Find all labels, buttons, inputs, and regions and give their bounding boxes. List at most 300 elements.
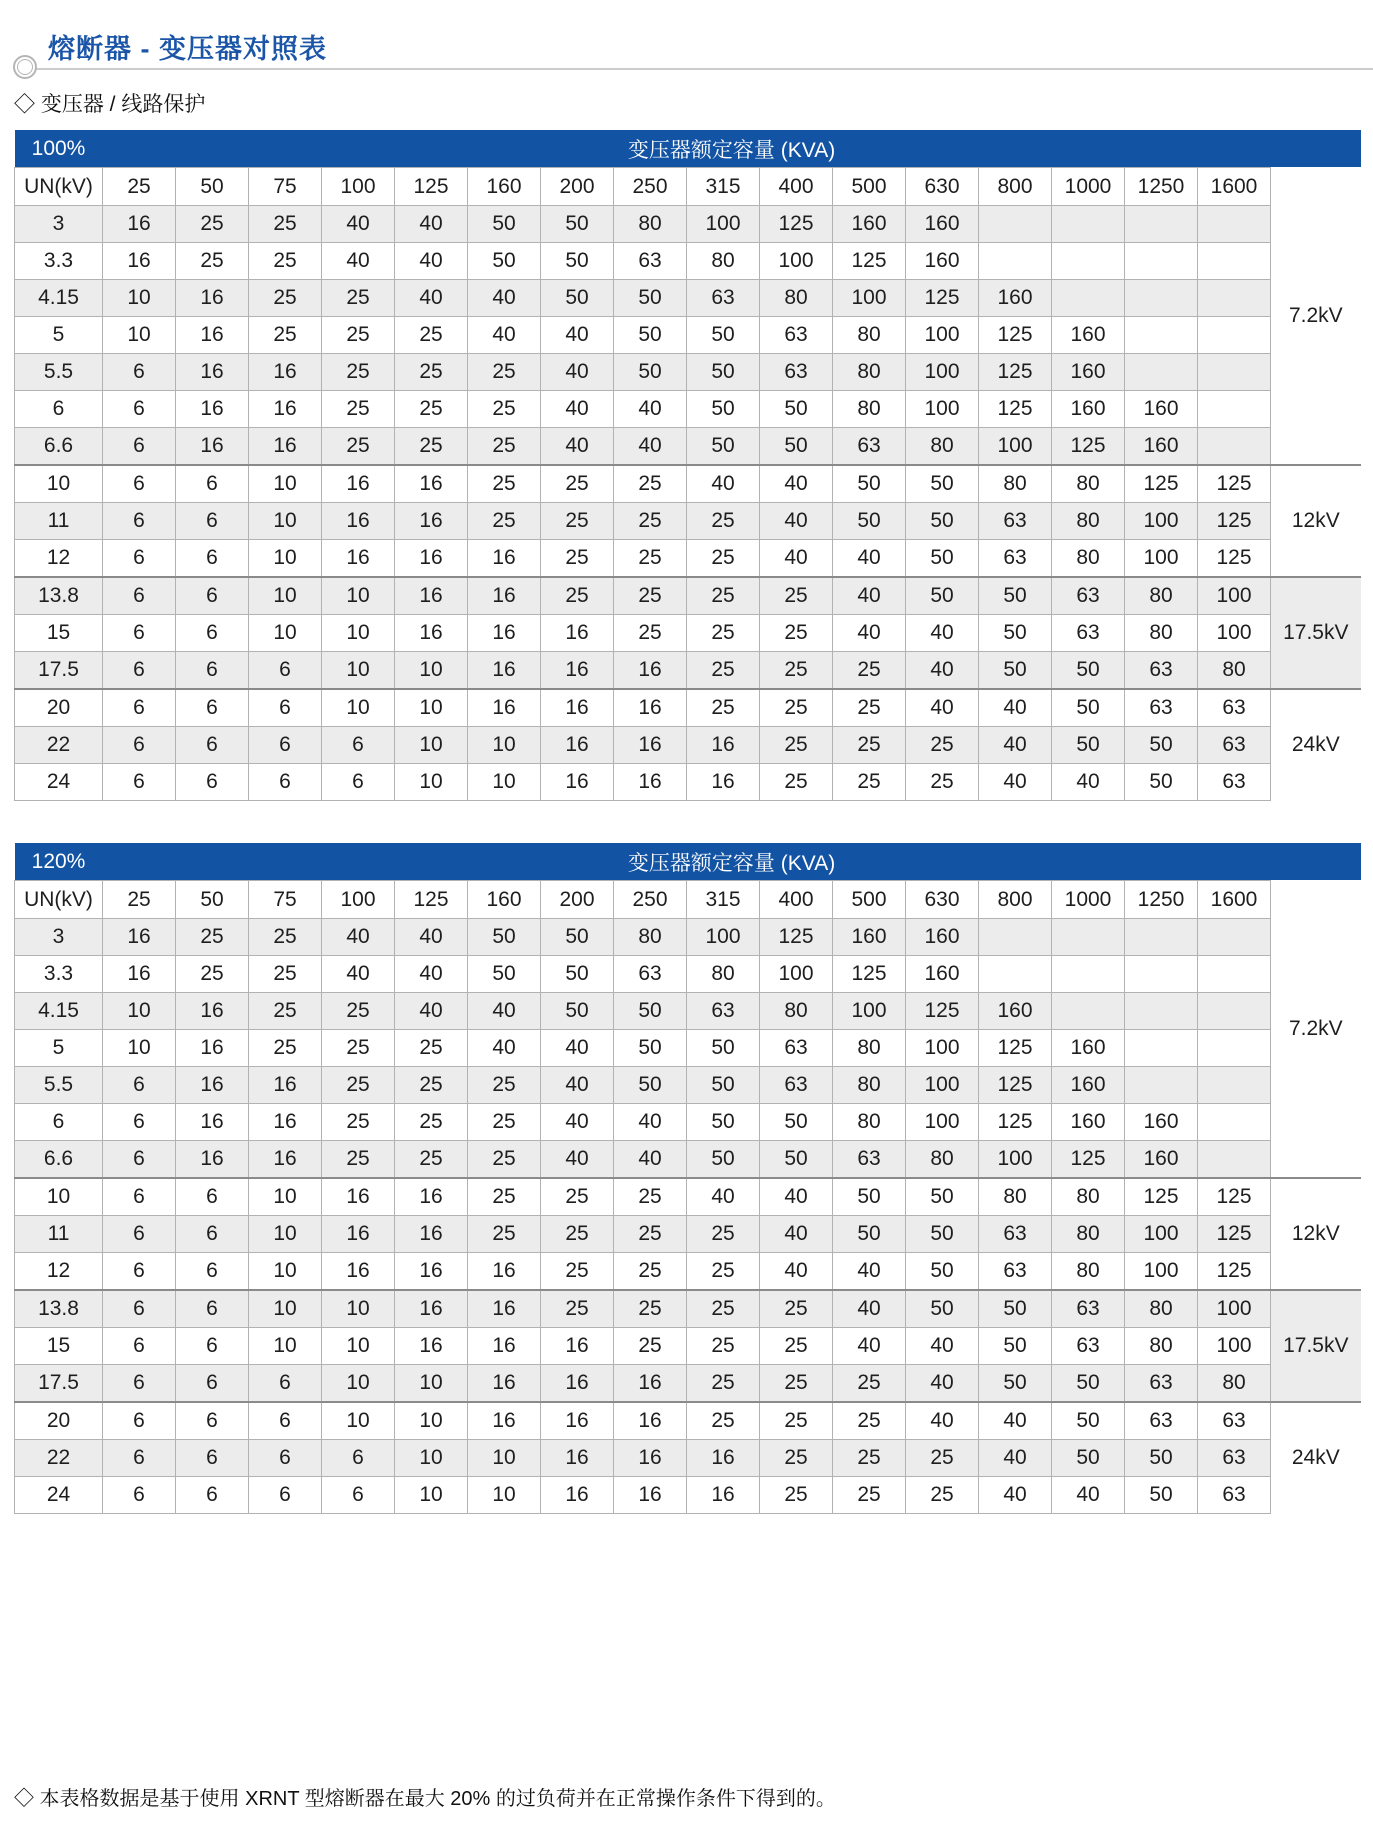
rating-cell: 80 xyxy=(1052,1178,1125,1216)
rating-cell: 25 xyxy=(614,1178,687,1216)
rating-cell: 63 xyxy=(1052,1328,1125,1365)
rating-cell: 125 xyxy=(979,354,1052,391)
rating-cell: 25 xyxy=(541,465,614,503)
table-row xyxy=(15,1216,1361,1253)
rating-cell: 16 xyxy=(249,1067,322,1104)
rating-cell: 50 xyxy=(468,243,541,280)
rating-cell: 40 xyxy=(760,1178,833,1216)
rating-cell: 6 xyxy=(176,503,249,540)
rating-cell: 6 xyxy=(176,540,249,578)
rating-cell: 50 xyxy=(614,317,687,354)
rating-cell: 80 xyxy=(833,317,906,354)
rating-cell: 80 xyxy=(833,1030,906,1067)
capacity-column-header: 630 xyxy=(906,881,979,919)
table-row xyxy=(15,206,1361,243)
rating-cell: 16 xyxy=(541,652,614,690)
rating-cell: 25 xyxy=(249,280,322,317)
rating-cell: 80 xyxy=(687,956,760,993)
rating-cell: 16 xyxy=(103,243,176,280)
un-kv-value: 5.5 xyxy=(15,354,103,391)
rating-cell: 40 xyxy=(760,1253,833,1291)
rating-cell: 50 xyxy=(760,391,833,428)
table-row xyxy=(15,428,1361,466)
un-kv-value: 20 xyxy=(15,1402,103,1440)
rating-cell: 50 xyxy=(541,956,614,993)
rating-cell: 63 xyxy=(1198,1402,1271,1440)
rating-cell: 100 xyxy=(1198,1290,1271,1328)
rating-cell: 25 xyxy=(249,1030,322,1067)
rating-cell: 160 xyxy=(906,956,979,993)
rating-cell: 63 xyxy=(1198,689,1271,727)
rating-cell: 25 xyxy=(833,1402,906,1440)
rating-cell: 25 xyxy=(468,391,541,428)
table-row xyxy=(15,652,1361,690)
capacity-column-header: 200 xyxy=(541,881,614,919)
table-row xyxy=(15,1477,1361,1514)
rating-cell: 50 xyxy=(1052,1440,1125,1477)
rating-cell: 16 xyxy=(468,1402,541,1440)
page-title: 熔断器 - 变压器对照表 xyxy=(48,34,327,64)
section-subtitle: ◇ 变压器 / 线路保护 xyxy=(14,93,206,116)
rating-cell: 16 xyxy=(176,317,249,354)
rating-cell: 6 xyxy=(103,1253,176,1291)
rating-cell: 10 xyxy=(395,689,468,727)
rating-cell: 125 xyxy=(906,280,979,317)
rating-cell: 40 xyxy=(833,577,906,615)
rating-cell: 50 xyxy=(1125,727,1198,764)
rating-cell: 25 xyxy=(906,1477,979,1514)
rating-cell: 50 xyxy=(1052,689,1125,727)
rating-cell: 50 xyxy=(541,280,614,317)
rating-cell: 63 xyxy=(1125,689,1198,727)
rating-cell: 10 xyxy=(249,503,322,540)
rating-cell: 40 xyxy=(322,206,395,243)
rating-cell: 10 xyxy=(395,1402,468,1440)
rating-cell: 25 xyxy=(395,1067,468,1104)
rating-cell: 80 xyxy=(1198,1365,1271,1403)
rating-cell: 6 xyxy=(103,465,176,503)
rating-cell: 6 xyxy=(176,1178,249,1216)
rating-cell: 63 xyxy=(1052,1290,1125,1328)
rating-cell: 25 xyxy=(833,1477,906,1514)
rating-cell: 80 xyxy=(1198,652,1271,690)
rating-cell: 40 xyxy=(906,615,979,652)
rating-cell: 40 xyxy=(833,1328,906,1365)
rating-cell: 16 xyxy=(614,1365,687,1403)
rating-cell: 6 xyxy=(103,1328,176,1365)
rating-cell: 6 xyxy=(176,1440,249,1477)
rating-cell: 10 xyxy=(322,1290,395,1328)
rating-cell: 25 xyxy=(906,727,979,764)
rating-cell xyxy=(1052,993,1125,1030)
rating-cell: 16 xyxy=(468,1328,541,1365)
rating-cell: 16 xyxy=(249,1104,322,1141)
rating-cell: 160 xyxy=(1052,391,1125,428)
rating-cell xyxy=(1198,993,1271,1030)
rating-cell xyxy=(1052,206,1125,243)
rating-cell: 100 xyxy=(906,317,979,354)
table-row xyxy=(15,1440,1361,1477)
rating-cell: 25 xyxy=(468,1178,541,1216)
capacity-column-header: 250 xyxy=(614,881,687,919)
rating-cell: 25 xyxy=(614,577,687,615)
rating-cell: 10 xyxy=(395,652,468,690)
rating-cell: 25 xyxy=(395,1030,468,1067)
un-kv-value: 5 xyxy=(15,1030,103,1067)
rating-cell: 25 xyxy=(614,1216,687,1253)
rating-cell: 6 xyxy=(103,1141,176,1179)
rating-cell: 10 xyxy=(249,1178,322,1216)
un-kv-value: 10 xyxy=(15,465,103,503)
rating-cell: 40 xyxy=(541,1067,614,1104)
rating-cell: 25 xyxy=(395,1104,468,1141)
rating-cell: 25 xyxy=(760,577,833,615)
rating-cell: 40 xyxy=(760,540,833,578)
rating-cell: 25 xyxy=(468,428,541,466)
rating-cell: 80 xyxy=(760,280,833,317)
table-row xyxy=(15,1402,1361,1440)
rating-cell: 16 xyxy=(176,1030,249,1067)
rating-cell: 80 xyxy=(833,354,906,391)
capacity-column-header: 100 xyxy=(322,881,395,919)
rating-cell: 16 xyxy=(249,354,322,391)
rating-cell: 25 xyxy=(468,503,541,540)
rating-cell: 50 xyxy=(906,503,979,540)
rating-cell xyxy=(1125,919,1198,956)
table-row xyxy=(15,503,1361,540)
rating-cell: 50 xyxy=(614,1067,687,1104)
rating-cell: 10 xyxy=(395,1365,468,1403)
rating-cell: 40 xyxy=(541,1030,614,1067)
rating-cell: 40 xyxy=(541,354,614,391)
rating-cell: 100 xyxy=(906,1104,979,1141)
rating-cell: 16 xyxy=(395,615,468,652)
capacity-column-header: 315 xyxy=(687,881,760,919)
capacity-column-header: 800 xyxy=(979,881,1052,919)
un-kv-value: 3 xyxy=(15,206,103,243)
rating-cell: 16 xyxy=(614,689,687,727)
rating-cell: 80 xyxy=(1125,615,1198,652)
rating-cell: 16 xyxy=(176,428,249,466)
rating-cell: 40 xyxy=(395,280,468,317)
rating-cell: 63 xyxy=(1125,1365,1198,1403)
capacity-column-header: 1600 xyxy=(1198,168,1271,206)
rating-cell: 6 xyxy=(249,1440,322,1477)
rating-cell: 6 xyxy=(103,391,176,428)
un-kv-value: 4.15 xyxy=(15,993,103,1030)
un-kv-value: 5 xyxy=(15,317,103,354)
rating-cell: 25 xyxy=(322,993,395,1030)
voltage-group-label: 17.5kV xyxy=(1271,1290,1361,1402)
rating-cell: 80 xyxy=(1125,1328,1198,1365)
rating-cell: 50 xyxy=(614,280,687,317)
rating-cell: 6 xyxy=(322,1440,395,1477)
rating-cell: 80 xyxy=(687,243,760,280)
rating-cell: 40 xyxy=(760,503,833,540)
rating-cell: 16 xyxy=(468,1365,541,1403)
rating-cell: 6 xyxy=(249,727,322,764)
rating-cell: 16 xyxy=(322,503,395,540)
rating-cell: 125 xyxy=(979,1067,1052,1104)
rating-cell: 100 xyxy=(687,206,760,243)
rating-cell xyxy=(1198,243,1271,280)
voltage-group-label: 24kV xyxy=(1271,689,1361,801)
rating-cell: 10 xyxy=(395,727,468,764)
rating-cell: 40 xyxy=(468,280,541,317)
un-kv-value: 6 xyxy=(15,1104,103,1141)
rating-cell xyxy=(1198,1030,1271,1067)
rating-cell: 160 xyxy=(833,919,906,956)
rating-cell: 25 xyxy=(322,280,395,317)
rating-cell: 6 xyxy=(103,1477,176,1514)
rating-cell: 16 xyxy=(176,993,249,1030)
rating-cell: 16 xyxy=(541,1402,614,1440)
rating-cell: 50 xyxy=(1125,764,1198,801)
rating-cell: 80 xyxy=(1125,577,1198,615)
rating-cell: 40 xyxy=(979,689,1052,727)
rating-cell: 25 xyxy=(468,1216,541,1253)
rating-cell: 25 xyxy=(760,1328,833,1365)
rating-cell: 40 xyxy=(833,540,906,578)
table-row xyxy=(15,1067,1361,1104)
rating-cell: 40 xyxy=(614,391,687,428)
rating-cell: 10 xyxy=(249,540,322,578)
table-row xyxy=(15,727,1361,764)
rating-cell: 50 xyxy=(614,354,687,391)
rating-cell: 25 xyxy=(687,577,760,615)
rating-cell: 50 xyxy=(468,206,541,243)
table-row xyxy=(15,1141,1361,1179)
rating-cell: 16 xyxy=(541,764,614,801)
rating-cell: 25 xyxy=(687,1328,760,1365)
rating-cell: 40 xyxy=(322,243,395,280)
rating-cell: 160 xyxy=(979,993,1052,1030)
rating-cell: 25 xyxy=(322,1141,395,1179)
un-kv-value: 6 xyxy=(15,391,103,428)
rating-cell: 100 xyxy=(906,354,979,391)
voltage-group-label: 7.2kV xyxy=(1271,168,1361,466)
rating-cell: 40 xyxy=(541,428,614,466)
rating-cell: 80 xyxy=(906,1141,979,1179)
rating-cell: 25 xyxy=(468,354,541,391)
rating-cell xyxy=(1198,956,1271,993)
rating-cell: 6 xyxy=(176,689,249,727)
rating-cell: 50 xyxy=(833,465,906,503)
rating-cell: 63 xyxy=(979,540,1052,578)
un-kv-value: 12 xyxy=(15,540,103,578)
rating-cell xyxy=(1052,956,1125,993)
un-kv-value: 11 xyxy=(15,503,103,540)
un-kv-value: 13.8 xyxy=(15,1290,103,1328)
rating-cell: 25 xyxy=(614,1290,687,1328)
rating-cell: 25 xyxy=(833,1440,906,1477)
rating-cell: 6 xyxy=(103,503,176,540)
capacity-column-header: 50 xyxy=(176,881,249,919)
rating-cell: 125 xyxy=(1198,1253,1271,1291)
voltage-group-label: 12kV xyxy=(1271,465,1361,577)
un-kv-value: 6.6 xyxy=(15,1141,103,1179)
rating-cell: 6 xyxy=(176,1365,249,1403)
rating-cell: 6 xyxy=(176,652,249,690)
rating-cell: 25 xyxy=(614,503,687,540)
capacity-column-header: 400 xyxy=(760,881,833,919)
rating-cell: 40 xyxy=(395,206,468,243)
rating-cell: 125 xyxy=(906,993,979,1030)
rating-cell: 25 xyxy=(687,503,760,540)
rating-cell: 16 xyxy=(322,540,395,578)
tables-container xyxy=(14,130,1359,1556)
rating-cell: 6 xyxy=(322,1477,395,1514)
rating-cell: 6 xyxy=(249,689,322,727)
capacity-column-header: 500 xyxy=(833,881,906,919)
rating-cell: 50 xyxy=(979,652,1052,690)
rating-cell: 16 xyxy=(249,428,322,466)
capacity-column-header: 1000 xyxy=(1052,881,1125,919)
rating-cell: 63 xyxy=(614,956,687,993)
un-kv-value: 3.3 xyxy=(15,243,103,280)
rating-cell: 50 xyxy=(906,1178,979,1216)
rating-cell: 25 xyxy=(760,652,833,690)
rating-cell: 25 xyxy=(468,1104,541,1141)
rating-cell xyxy=(1125,354,1198,391)
rating-cell: 25 xyxy=(833,652,906,690)
rating-cell xyxy=(1125,993,1198,1030)
rating-cell: 16 xyxy=(395,540,468,578)
rating-cell: 80 xyxy=(833,1067,906,1104)
rating-cell: 80 xyxy=(979,1178,1052,1216)
rating-cell: 40 xyxy=(979,1440,1052,1477)
rating-cell: 50 xyxy=(1052,652,1125,690)
rating-cell: 50 xyxy=(687,1030,760,1067)
rating-cell: 6 xyxy=(103,428,176,466)
table-row xyxy=(15,391,1361,428)
rating-cell: 63 xyxy=(1052,577,1125,615)
rating-cell: 50 xyxy=(906,1253,979,1291)
rating-cell: 40 xyxy=(1052,1477,1125,1514)
rating-cell: 80 xyxy=(614,206,687,243)
rating-cell: 6 xyxy=(103,727,176,764)
rating-cell: 6 xyxy=(176,727,249,764)
rating-cell: 16 xyxy=(322,1178,395,1216)
rating-cell: 25 xyxy=(906,764,979,801)
rating-cell: 10 xyxy=(249,465,322,503)
un-kv-value: 20 xyxy=(15,689,103,727)
rating-cell: 6 xyxy=(103,1290,176,1328)
rating-cell: 16 xyxy=(468,689,541,727)
rating-cell: 6 xyxy=(103,1365,176,1403)
rating-cell: 16 xyxy=(468,615,541,652)
table-row xyxy=(15,956,1361,993)
rating-cell: 6 xyxy=(176,1216,249,1253)
rating-cell: 125 xyxy=(1125,465,1198,503)
rating-cell: 25 xyxy=(322,1104,395,1141)
rating-cell: 63 xyxy=(1198,1477,1271,1514)
table-row xyxy=(15,1328,1361,1365)
rating-cell: 25 xyxy=(395,1141,468,1179)
rating-cell: 6 xyxy=(176,1402,249,1440)
rating-cell: 50 xyxy=(979,577,1052,615)
rating-cell: 16 xyxy=(541,1328,614,1365)
rating-cell: 25 xyxy=(833,689,906,727)
rating-cell: 40 xyxy=(614,1141,687,1179)
rating-cell: 50 xyxy=(979,1290,1052,1328)
rating-cell: 25 xyxy=(687,615,760,652)
rating-cell: 16 xyxy=(468,652,541,690)
rating-cell: 40 xyxy=(833,615,906,652)
rating-cell: 63 xyxy=(687,993,760,1030)
capacity-column-header: 500 xyxy=(833,168,906,206)
rating-cell: 40 xyxy=(614,1104,687,1141)
rating-cell: 6 xyxy=(176,465,249,503)
rating-cell: 16 xyxy=(322,465,395,503)
rating-cell: 6 xyxy=(103,1178,176,1216)
rating-cell: 80 xyxy=(1052,465,1125,503)
capacity-column-header: 25 xyxy=(103,168,176,206)
column-header-row xyxy=(15,881,1361,919)
rating-cell: 25 xyxy=(760,1402,833,1440)
rating-cell: 25 xyxy=(687,1216,760,1253)
table-row xyxy=(15,1030,1361,1067)
rating-cell: 16 xyxy=(176,1067,249,1104)
rating-cell: 25 xyxy=(760,727,833,764)
rating-cell: 25 xyxy=(176,956,249,993)
ring-decoration-icon xyxy=(13,55,37,79)
rating-cell: 25 xyxy=(541,503,614,540)
rating-cell: 6 xyxy=(176,577,249,615)
rating-cell: 6 xyxy=(176,1477,249,1514)
rating-cell: 160 xyxy=(1052,1104,1125,1141)
rating-cell: 40 xyxy=(395,956,468,993)
rating-cell: 25 xyxy=(468,1067,541,1104)
rating-cell: 25 xyxy=(249,993,322,1030)
rating-cell: 100 xyxy=(1125,540,1198,578)
capacity-column-header: 160 xyxy=(468,881,541,919)
rating-cell: 16 xyxy=(614,764,687,801)
rating-cell: 50 xyxy=(906,577,979,615)
rating-cell: 6 xyxy=(103,1104,176,1141)
table-row xyxy=(15,689,1361,727)
rating-cell: 100 xyxy=(1198,615,1271,652)
rating-cell: 80 xyxy=(614,919,687,956)
rating-cell: 25 xyxy=(176,243,249,280)
rating-cell: 50 xyxy=(541,206,614,243)
rating-cell: 40 xyxy=(979,727,1052,764)
rating-cell: 40 xyxy=(760,465,833,503)
rating-cell: 25 xyxy=(468,1141,541,1179)
table-row xyxy=(15,1253,1361,1291)
rating-cell: 10 xyxy=(103,993,176,1030)
rating-cell: 50 xyxy=(541,993,614,1030)
rating-cell: 25 xyxy=(395,354,468,391)
rating-cell: 25 xyxy=(760,615,833,652)
rating-cell: 25 xyxy=(395,391,468,428)
rating-cell: 40 xyxy=(906,1328,979,1365)
un-kv-value: 10 xyxy=(15,1178,103,1216)
rating-cell: 50 xyxy=(833,1178,906,1216)
rating-cell: 25 xyxy=(833,1365,906,1403)
rating-cell: 100 xyxy=(906,1030,979,1067)
rating-cell: 40 xyxy=(322,919,395,956)
un-kv-value: 17.5 xyxy=(15,652,103,690)
rating-cell: 40 xyxy=(979,1477,1052,1514)
capacity-column-header: 200 xyxy=(541,168,614,206)
rating-cell: 63 xyxy=(1125,652,1198,690)
rating-cell: 25 xyxy=(760,1477,833,1514)
rating-cell: 50 xyxy=(760,1104,833,1141)
rating-cell: 100 xyxy=(833,280,906,317)
rating-cell xyxy=(1125,956,1198,993)
capacity-column-header: 630 xyxy=(906,168,979,206)
